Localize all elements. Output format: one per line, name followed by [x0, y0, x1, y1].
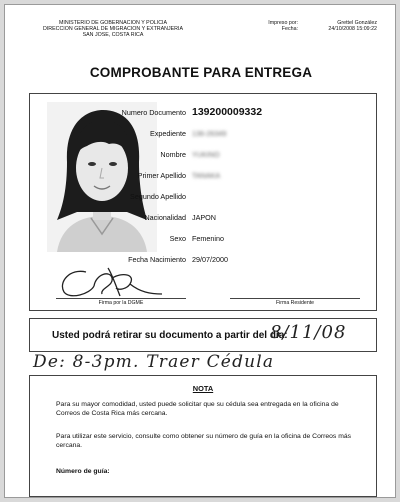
field-label: Expediente [150, 129, 186, 138]
receipt-page [4, 4, 396, 498]
printed-by-value: Grettel González [337, 20, 377, 26]
field-sexo [30, 234, 378, 246]
resident-signature-label: Firma Residente [275, 300, 315, 306]
field-label: Nacionalidad [144, 213, 186, 222]
official-signature [50, 264, 170, 300]
field-label: Fecha Nacimiento [128, 255, 186, 264]
issuing-authority [13, 20, 213, 39]
field-label: Segundo Apellido [130, 192, 186, 201]
primer-apellido-value: TANAKA [192, 171, 221, 180]
handwritten-note: De: 8-3pm. Traer Cédula [33, 352, 275, 372]
authority-line: MINISTERIO DE GOBERNACION Y POLICIA [58, 20, 168, 26]
nombre-value: YUKINO [192, 150, 220, 159]
print-date-label: Fecha: [281, 26, 298, 33]
nacionalidad-value: JAPON [192, 213, 216, 222]
field-segundo-apellido [30, 192, 378, 204]
dgme-signature-line [56, 298, 186, 299]
pickup-date-box [29, 318, 377, 352]
field-document-number [30, 108, 378, 120]
applicant-details-box [29, 93, 377, 311]
resident-signature-line [230, 298, 360, 299]
print-meta-labels [248, 20, 298, 32]
print-date-value: 24/10/2008 15:09:22 [328, 26, 377, 33]
authority-line: DIRECCION GENERAL DE MIGRACION Y EXTRANJERIA [43, 26, 183, 33]
fecha-nacimiento-value: 29/07/2000 [192, 255, 228, 264]
print-meta-values [305, 20, 377, 32]
guia-number-label: Número de guía: [56, 468, 110, 475]
sexo-value: Femenino [192, 234, 224, 243]
note-paragraph-1: Para su mayor comodidad, usted puede solicitar que su cédula sea entregada en la oficina de Correos de Costa Rica más cercana. [56, 401, 339, 417]
document-title: COMPROBANTE PARA ENTREGA [89, 65, 313, 80]
note-title: NOTA [192, 384, 214, 393]
field-primer-apellido [30, 171, 378, 183]
field-expediente [30, 129, 378, 141]
document-number-value: 139200009332 [192, 106, 263, 118]
pickup-date-text: Usted podrá retirar su documento a partir del día: [52, 330, 288, 341]
dgme-signature-label: Firma por la DGME [98, 300, 144, 306]
expediente-value: 136-26349 [192, 129, 227, 138]
field-label: Numero Documento [121, 108, 186, 117]
field-nombre [30, 150, 378, 162]
handwritten-pickup-date: 8/11/08 [270, 322, 347, 343]
field-label: Primer Apellido [137, 171, 186, 180]
printed-by-label: Impreso por: [268, 20, 298, 26]
field-label: Nombre [160, 150, 186, 159]
authority-line: SAN JOSE, COSTA RICA [82, 32, 144, 39]
note-paragraph-2: Para utilizar este servicio, consulte como obtener su número de guía en la oficina de Correos más cercana. [56, 433, 352, 449]
note-box [29, 375, 377, 497]
field-nacionalidad [30, 213, 378, 225]
field-label: Sexo [169, 234, 186, 243]
